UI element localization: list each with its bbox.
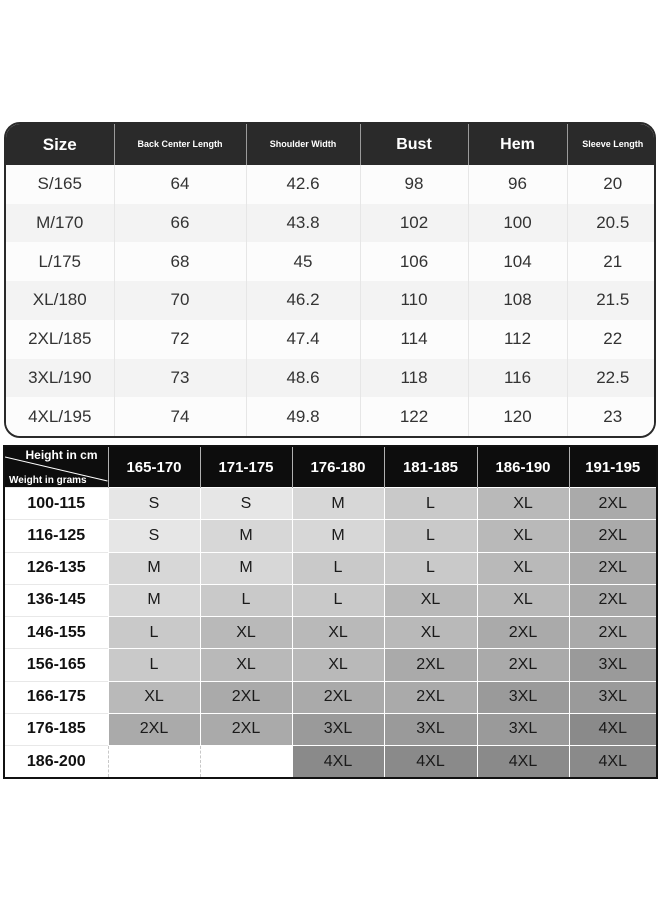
weight-range-cell: 136-145: [5, 584, 108, 616]
size-recommendation-cell: S: [108, 520, 200, 552]
size-recommendation-cell: XL: [477, 488, 569, 520]
size-recommendation-cell: 2XL: [569, 552, 656, 584]
size-recommendation-cell: 4XL: [292, 746, 384, 778]
size-recommendation-cell: S: [200, 488, 292, 520]
shoulder-width-cell: 47.4: [246, 320, 360, 359]
weight-range-cell: 100-115: [5, 488, 108, 520]
height-range-header: 191-195: [569, 447, 656, 488]
weight-range-cell: 156-165: [5, 649, 108, 681]
size-recommendation-cell: XL: [384, 584, 477, 616]
sleeve-length-cell: 23: [567, 397, 656, 436]
table-row: [6, 204, 656, 243]
back-center-length-cell: 68: [114, 242, 246, 281]
back-center-length-cell: 64: [114, 165, 246, 204]
header-sleeve-length: Sleeve Length: [567, 124, 656, 165]
size-recommendation-cell: 3XL: [292, 713, 384, 745]
table-row: [5, 584, 656, 616]
height-range-header: 176-180: [292, 447, 384, 488]
size-recommendation-cell: 4XL: [384, 746, 477, 778]
corner-header: [5, 447, 108, 488]
bust-cell: 122: [360, 397, 468, 436]
size-recommendation-cell: 2XL: [200, 681, 292, 713]
size-recommendation-cell: 4XL: [477, 746, 569, 778]
hem-cell: 116: [468, 359, 567, 398]
size-recommendation-cell: S: [108, 488, 200, 520]
size-recommendation-cell: 2XL: [569, 488, 656, 520]
height-header-row: [5, 447, 656, 488]
size-recommendation-cell: 2XL: [384, 681, 477, 713]
sleeve-length-cell: 21: [567, 242, 656, 281]
size-recommendation-cell: 2XL: [108, 713, 200, 745]
shoulder-width-cell: 45: [246, 242, 360, 281]
weight-range-cell: 186-200: [5, 746, 108, 778]
back-center-length-cell: 70: [114, 281, 246, 320]
weight-axis-label: Weight in grams: [9, 475, 87, 486]
size-cell: S/165: [6, 165, 114, 204]
empty-cell: [200, 746, 292, 778]
shoulder-width-cell: 48.6: [246, 359, 360, 398]
size-recommendation-cell: XL: [477, 520, 569, 552]
size-recommendation-cell: M: [108, 552, 200, 584]
hem-cell: 100: [468, 204, 567, 243]
measurement-header-row: [6, 124, 656, 165]
size-recommendation-cell: XL: [292, 649, 384, 681]
bust-cell: 98: [360, 165, 468, 204]
size-recommendation-cell: M: [108, 584, 200, 616]
size-cell: M/170: [6, 204, 114, 243]
sleeve-length-cell: 20.5: [567, 204, 656, 243]
header-back-center-length: Back Center Length: [114, 124, 246, 165]
header-size: Size: [6, 124, 114, 165]
size-recommendation-cell: 3XL: [569, 649, 656, 681]
hem-cell: 104: [468, 242, 567, 281]
sleeve-length-cell: 22.5: [567, 359, 656, 398]
size-recommendation-cell: L: [200, 584, 292, 616]
weight-range-cell: 116-125: [5, 520, 108, 552]
measurement-table: [4, 122, 656, 438]
sleeve-length-cell: 21.5: [567, 281, 656, 320]
size-recommendation-cell: 2XL: [477, 649, 569, 681]
size-cell: 2XL/185: [6, 320, 114, 359]
weight-range-cell: 146-155: [5, 617, 108, 649]
table-row: [6, 165, 656, 204]
size-recommendation-cell: XL: [384, 617, 477, 649]
shoulder-width-cell: 42.6: [246, 165, 360, 204]
size-cell: L/175: [6, 242, 114, 281]
size-cell: 4XL/195: [6, 397, 114, 436]
size-recommendation-cell: XL: [292, 617, 384, 649]
table-row: [5, 552, 656, 584]
size-recommendation-cell: M: [200, 552, 292, 584]
header-shoulder-width: Shoulder Width: [246, 124, 360, 165]
size-recommendation-cell: 2XL: [569, 617, 656, 649]
size-recommendation-cell: L: [292, 552, 384, 584]
size-cell: 3XL/190: [6, 359, 114, 398]
size-recommendation-cell: 2XL: [477, 617, 569, 649]
size-recommendation-cell: M: [200, 520, 292, 552]
hem-cell: 120: [468, 397, 567, 436]
shoulder-width-cell: 49.8: [246, 397, 360, 436]
table-row: [5, 649, 656, 681]
size-recommendation-cell: L: [108, 617, 200, 649]
size-recommendation-cell: 2XL: [292, 681, 384, 713]
size-recommendation-cell: XL: [200, 617, 292, 649]
size-recommendation-chart: [3, 445, 658, 779]
bust-cell: 114: [360, 320, 468, 359]
size-recommendation-cell: 2XL: [569, 584, 656, 616]
height-range-header: 165-170: [108, 447, 200, 488]
size-recommendation-cell: XL: [477, 552, 569, 584]
size-recommendation-cell: 2XL: [200, 713, 292, 745]
empty-cell: [108, 746, 200, 778]
size-recommendation-cell: L: [292, 584, 384, 616]
weight-range-cell: 166-175: [5, 681, 108, 713]
height-range-header: 181-185: [384, 447, 477, 488]
size-recommendation-cell: 3XL: [477, 681, 569, 713]
sleeve-length-cell: 22: [567, 320, 656, 359]
table-row: [5, 713, 656, 745]
size-recommendation-cell: XL: [200, 649, 292, 681]
hem-cell: 96: [468, 165, 567, 204]
size-cell: XL/180: [6, 281, 114, 320]
header-bust: Bust: [360, 124, 468, 165]
table-row: [6, 397, 656, 436]
back-center-length-cell: 74: [114, 397, 246, 436]
size-recommendation-cell: 2XL: [384, 649, 477, 681]
table-row: [6, 242, 656, 281]
table-row: [5, 520, 656, 552]
bust-cell: 102: [360, 204, 468, 243]
height-range-header: 171-175: [200, 447, 292, 488]
table-row: [5, 488, 656, 520]
size-recommendation-cell: M: [292, 488, 384, 520]
back-center-length-cell: 66: [114, 204, 246, 243]
size-recommendation-cell: L: [384, 488, 477, 520]
sleeve-length-cell: 20: [567, 165, 656, 204]
hem-cell: 112: [468, 320, 567, 359]
size-recommendation-cell: 3XL: [569, 681, 656, 713]
table-row: [5, 617, 656, 649]
size-recommendation-cell: XL: [108, 681, 200, 713]
size-recommendation-cell: 3XL: [384, 713, 477, 745]
size-recommendation-cell: M: [292, 520, 384, 552]
shoulder-width-cell: 46.2: [246, 281, 360, 320]
size-recommendation-cell: 2XL: [569, 520, 656, 552]
header-hem: Hem: [468, 124, 567, 165]
height-axis-label: Height in cm: [25, 448, 98, 462]
weight-range-cell: 176-185: [5, 713, 108, 745]
weight-range-cell: 126-135: [5, 552, 108, 584]
back-center-length-cell: 73: [114, 359, 246, 398]
size-recommendation-cell: 4XL: [569, 713, 656, 745]
size-recommendation-cell: L: [108, 649, 200, 681]
table-row: [6, 281, 656, 320]
bust-cell: 110: [360, 281, 468, 320]
table-row: [5, 746, 656, 778]
table-row: [6, 359, 656, 398]
table-row: [5, 681, 656, 713]
size-recommendation-cell: 4XL: [569, 746, 656, 778]
hem-cell: 108: [468, 281, 567, 320]
bust-cell: 106: [360, 242, 468, 281]
size-recommendation-cell: 3XL: [477, 713, 569, 745]
back-center-length-cell: 72: [114, 320, 246, 359]
bust-cell: 118: [360, 359, 468, 398]
size-recommendation-cell: XL: [477, 584, 569, 616]
size-recommendation-cell: L: [384, 552, 477, 584]
shoulder-width-cell: 43.8: [246, 204, 360, 243]
size-recommendation-cell: L: [384, 520, 477, 552]
height-range-header: 186-190: [477, 447, 569, 488]
table-row: [6, 320, 656, 359]
